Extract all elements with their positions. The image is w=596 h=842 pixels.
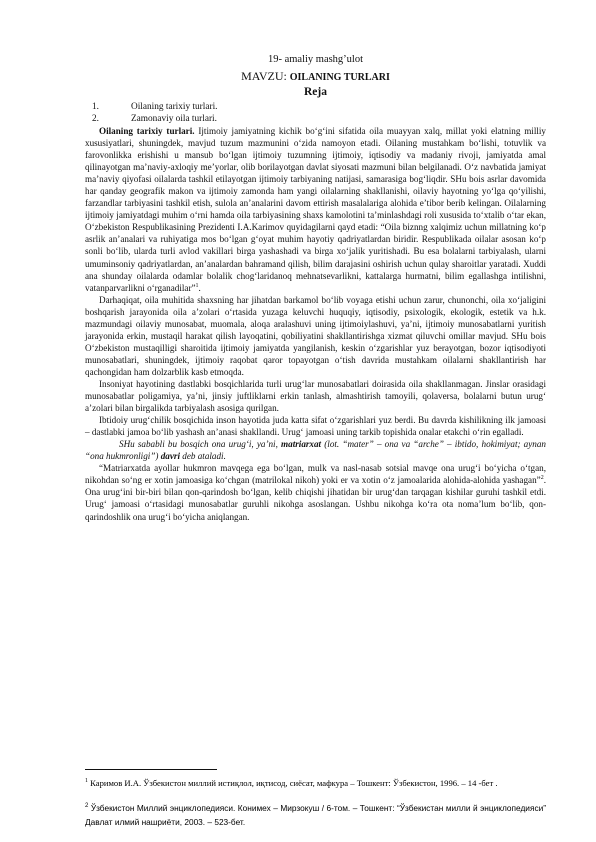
plan-item-text: Zamonaviy oila turlari.: [131, 114, 217, 124]
paragraph-1: [85, 125, 546, 294]
plan-list: [85, 101, 546, 125]
plan-item-number: 2.: [92, 114, 99, 124]
paragraph-4: Ibtidoiy urug‘chilik bosqichida inson hayotida juda katta sifat o‘zgarishlari yuz berdi. Bu davrda kishilikning ilk jamoasi – dastlabki jamoa bo‘lib yashash an’anasi shakllandi. Urug‘ jamoasi uning tarkib topishida onalar etakchi o‘rin egalladi.: [85, 415, 546, 438]
paragraph-end: .: [198, 282, 201, 293]
footnote-divider: [85, 769, 217, 770]
topic-label: MAVZU:: [241, 69, 287, 83]
paragraph-lead: Oilaning tarixiy turlari.: [99, 126, 195, 136]
lesson-number: 19- amaliy mashg’ulot: [267, 54, 364, 65]
plan-item: [85, 113, 546, 125]
footnote-number: 2: [85, 803, 89, 810]
paragraph-text: deb ataladi.: [179, 451, 226, 462]
topic-heading: [85, 69, 546, 85]
plan-item-text: Oilaning tarixiy turlari.: [131, 102, 218, 112]
paragraph-5: [85, 438, 546, 462]
footnote-ref-2[interactable]: 2: [540, 475, 544, 482]
paragraph-text: Ijtimoiy jamiyatning kichik bo‘g‘ini sifatida oila muayyan xalq, millat yoki elatning milliy xususiyatlari, shuningdek, mavjud tuzum mazmunini o‘zida namoyon etadi. Oilaning mustahkam bo‘lishi, totuvlik va farovonlikka erishishi u mansub bo‘lgan ijtimoiy tuzumning ijtimoiy, iqtisodiy va madaniy rivoji, jamiyatda amal qilinayotgan ma’naviy-axloqiy me’yorlar, olib borilayotgan davlat siyosati mazmuni bilan belgilanadi. O‘z navbatida jamiyat ma’naviy qiyofasi oilalarda tashkil etilayotgan ijtimoiy tarbiyaning natijasi, samarasiga bog‘liqdir. SHu bois asrlar davomida har qanday geografik makon va ijtimoiy zamonda ham yangi oilalarning shakllanishi, oilaviy hayotning yo‘lga qo‘yilishi, farzandlar tarbiyasini tashkil etish, sulola an’analarini davom ettirish masalalariga alohida e’tibor berib kelingan. Oilalarning ijtimoiy jamiyatdagi muhim o‘rni hamda oila tarbiyasining shaxs kamolotini ta’minlashdagi roli xususida to‘xtalib o‘tar ekan, O‘zbekiston Respublikasining Prezidenti I.A.Karimov quyidagilarni qayd etadi: “Oila biznng xalqimiz uchun millatning ko‘p asrlik an’analari va ruhiyatiga mos bo‘lgan g‘oyat muhim hayotiy qadriyatlardan biridir. Respublikada oilalar asosan ko‘p sonli bo‘lib, ularda turli avlod vakillari birga yashashadi va birga xo‘jalik yuritishadi. Bu esa bolalarni tarbiyalash, ularni umuminsoniy qadriyatlardan, an’analardan bahramand qilish, bilim darajasini oshirish uchun qulay sharoitlar yaratadi. Xuddi ana shunday oilalarda odamlar bolalik chog‘laridanoq mehnatsevarlikni, kattalarga hurmatni, bilim egallashga intilishni, vatanparvarlikni o‘rganadilar”: [85, 126, 546, 293]
paragraph-6: [85, 462, 546, 522]
quote-text: “Matriarxatda ayollar hukmron mavqega ega bo‘lgan, mulk va nasl-nasab sotsial mavqe ona urug‘i bo‘yicha o‘tgan, nikohdan so‘ng er xotin jamoasiga ko‘chgan (matrilokal nikoh) yoki er va xotin o‘z jamoalarida alohida-alohida yashagan”: [85, 463, 546, 486]
term-matriarxat: matriarxat: [281, 439, 322, 450]
plan-heading: Reja: [304, 86, 327, 98]
paragraph-text: . Ona urug‘ini bir-biri bilan qon-qarindosh bo‘lgan, kelib chiqishi jihatidan bir urug‘dan tarqagan kishilar guruhi tashkil etdi. Urug‘ jamoasi o‘rtasidagi munosabatlar guruhli nikohga asoslangan. Ushbu nikohga ko‘ra ota noma’lum bo‘lib, qon-qarindoshlik ona urug‘i bo‘yicha aniqlangan.: [85, 475, 546, 522]
topic-title: OILANING TURLARI: [289, 72, 390, 83]
footnote-text: Каримов И.А. Ўзбекистон миллий истиқлол, иқтисод, сиёсат, мафкура – Тошкент: Ўзбекистон, 1996. – 14 -бет .: [88, 778, 498, 788]
plan-item: [85, 101, 546, 113]
footnote-2: [85, 801, 546, 829]
term-davri: davri: [160, 451, 180, 462]
paragraph-3: Insoniyat hayotining dastlabki bosqichlarida turli urug‘lar munosabatlari doirasida oila shakllanmagan. Jinslar orasidagi munosabatlar poligamiya, ya’ni, jinsiy juftliklarni erkin tanlash, almashtirish tamoyili, qolaversa, bolalarni butun urug‘ a’zolari bilan birgalikda tarbiyalash asosiga qurilgan.: [85, 378, 546, 414]
footnote-text: Ўзбекистон Миллий энциклопедияси. Конимех – Мирзокуш / 6-том. – Тошкент: “Ўзбекистан милли й энциклопедияси” Давлат илмий нашриёти, 2003. – 523-бет.: [85, 803, 546, 827]
plan-item-number: 1.: [92, 102, 99, 112]
paragraph-text: SHu sababli bu bosqich ona urug‘i, ya’ni,: [119, 439, 282, 450]
footnote-1: [85, 778, 546, 790]
paragraph-text: (lot. “mater” – ona va “arche” – ibtido, hokimiyat; aynan “ona hukmronligi”): [85, 439, 546, 462]
footnote-ref-1[interactable]: 1: [195, 282, 199, 289]
paragraph-2: Darhaqiqat, oila muhitida shaxsning har jihatdan barkamol bo‘lib voyaga etishi uchun zarur, chunonchi, oila xo‘jaligini boshqarish jarayonida oila a’zolari o‘rtasida yuzaga keluvchi huquqiy, iqtisodiy, psixologik, ekologik, estetik va h.k. mazmundagi oilaviy munosabat, muomala, aloqa aralashuvi uning ijtimoiylashuvi, ya’ni, ijtimoiy munosabatlarni yuritish jarayonida erkin, mustaqil harakat qilish layoqatini, qobiliyatini shakllantirishga xizmat qiluvchi omillar mavjud. SHu bois O‘zbekiston mustaqilligi sharoitida ijtimoiy jamiyatda yangilanish, keskin o‘zgarishlar yuz berayotgan, bozor iqtisodiyoti munosabatlari, shuningdek, ijtimoiy raqobat qaror topayotgan o‘tish davrida mustahkam oilalarni shakllantirish har qachongidan ham dolzarblik kasb etmoqda.: [85, 294, 546, 377]
footnote-number: 1: [85, 778, 88, 785]
